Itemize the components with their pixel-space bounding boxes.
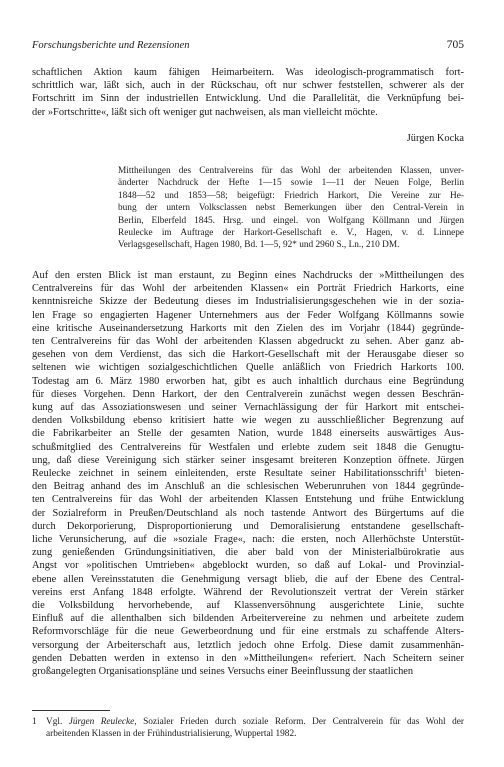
footnote-author: Jürgen Reulecke bbox=[68, 717, 135, 727]
intro-line: schrittlich war, läßt sich, auch in der Rückschau, oft nur schwer feststellen, schwerer als der bbox=[32, 80, 464, 92]
body-line: eine kritische Auseinandersetzung Harkorts mit den Zielen des im Vorjahr (1844) gegründe- bbox=[32, 322, 464, 334]
bibliography-line: 1848—52 und 1853—58; beigefügt: Friedrich Harkort, Die Vereine zur He- bbox=[118, 190, 464, 201]
page-number: 705 bbox=[446, 39, 464, 51]
bibliography-line: Berlin, Elberfeld 1845. Hrsg. und eingel. von Wolfgang Köllmann und Jürgen bbox=[118, 215, 464, 226]
body-line: len Frage so engagierten Hagener Unternehmers aus der Feder Wolfgang Köllmanns sowie bbox=[32, 309, 464, 321]
body-line: Centralvereins für das Wohl der arbeitenden Klassen« ein Porträt Friedrich Harkorts, eine bbox=[32, 283, 464, 295]
body-line: seltenen wie wichtigen sozialgeschichtlichen Quelle anläßlich von Friedrich Harkorts 100. bbox=[32, 362, 464, 374]
body-line: Angst vor »politischen Umtrieben« abgeblockt wurden, so daß auf Lokal- und Provinzial- bbox=[32, 560, 464, 572]
body-line: durch Dekorporierung, Disproportionierung und Demoralisierung entstandene gesellschaft- bbox=[32, 520, 464, 532]
bibliography-line: Verlagsgesellschaft, Hagen 1980, Bd. 1—5, 92* und 2960 S., Ln., 210 DM. bbox=[118, 240, 400, 251]
running-header bbox=[32, 40, 464, 56]
body-line: für dieses Vorgehen. Denn Harkort, der den Centralverein zunächst wegen dessen Beschrän- bbox=[32, 388, 464, 400]
body-line: die Fabrikarbeiter an Stelle der gesamten Nation, wurde 1848 einerseits auswärtiges Aus- bbox=[32, 428, 464, 440]
body-line: kenntnisreiche Skizze der Bedeutung dieses im Industrialisierungsgeschehen wie in der sozia- bbox=[32, 296, 464, 308]
intro-line: schaftlichen Aktion kaum fähigen Heimarbeitern. Was ideologisch-programmatisch fort- bbox=[32, 67, 464, 78]
bibliography-line: Reulecke im Auftrage der Harkort-Gesellschaft e. V., Hagen, v. d. Linnepe bbox=[118, 228, 464, 239]
review-body bbox=[32, 269, 464, 678]
footnote-text bbox=[46, 716, 464, 740]
body-line: ten Centralvereins für das Wohl der arbeitenden Klassen Entstehung und frühe Entwicklung bbox=[32, 494, 464, 506]
body-line: genden Debatten werden in extenso in den »Mittheilungen« referiert. Nach Scheitern seiner bbox=[32, 652, 464, 664]
review-signature: Jürgen Kocka bbox=[406, 133, 464, 144]
intro-paragraph bbox=[32, 66, 464, 119]
footnote-number: 1 bbox=[32, 717, 37, 727]
bibliographic-entry bbox=[118, 165, 464, 252]
body-line: denden Volksbildung ebenso kritisiert hatte wie wegen zu ausschließlicher Begrenzung auf bbox=[32, 415, 464, 427]
body-line: die Volksbildung hervorhebende, auf Klassenversöhnung ausgerichtete Linie, suchte bbox=[32, 600, 464, 612]
body-line: der Sozialreform in Preußen/Deutschland als noch tastende Antwort des Bürgertums auf die bbox=[32, 507, 464, 519]
body-line: gesehen von dem Verdienst, das sich die Harkort-Gesellschaft mit der Herausgabe dieser so bbox=[32, 349, 464, 361]
body-line: vereins erst Anfang 1848 erfolgte. Während der Revolutionszeit vertrat der Verein stärker bbox=[32, 586, 464, 598]
body-line: liche Verunsicherung, auf die »soziale Frage«, nach: die ersten, noch Allerhöchste Unterstüt- bbox=[32, 534, 464, 546]
body-line: Reformvorschläge für die neue Gewerbeordnung und für eine erstmals zu schaffende Alters- bbox=[32, 626, 464, 638]
bibliography-line: bung der untern Volksclassen nebst Bemerkungen über den Central-Verein in bbox=[118, 203, 464, 214]
body-line: großangelegten Organisationspläne und seines Versuchs einer Beeinflussung der staatlichen bbox=[32, 666, 414, 678]
footnote-rule bbox=[32, 710, 110, 711]
footnote-line: arbeitenden Klassen in der Frühindustrialisierung, Wuppertal 1982. bbox=[46, 729, 297, 739]
body-line: Todestag am 6. März 1980 erworben hat, gibt es auch inhaltlich durchaus eine Begründung bbox=[32, 375, 464, 387]
body-line: schußmitglied des Centralvereins für Westfalen und erlebte zudem seit 1848 die Genugtu- bbox=[32, 441, 464, 453]
bibliography-line: Mittheilungen des Centralvereins für das Wohl der arbeitenden Klassen, unver- bbox=[118, 166, 464, 176]
body-line: ten Centralvereins für das Wohl der arbeitenden Klassen abgedruckt zu sehen. Aber ganz ab- bbox=[32, 336, 464, 348]
intro-line: Fortschritt im Sinn der industriellen Entwicklung. Und die Parallelität, die Verknüpfung bei- bbox=[32, 93, 464, 105]
body-line: ung, daß diese Vereinigung sich stärker seiner insgesamt breiteren Konzeption öffnete. Jürgen bbox=[32, 454, 464, 466]
body-line: Reulecke zeichnet in seinem einleitenden, erste Resultate seiner Habilitationsschrift$^1$ bieten- bbox=[32, 466, 465, 480]
body-line: versorgung der Arbeiterschaft aus, letztlich jedoch ohne Erfolg. Diese damit zusammenhän- bbox=[32, 639, 464, 651]
body-line: Auf den ersten Blick ist man erstaunt, zu Beginn eines Nachdrucks der »Mittheilungen des bbox=[32, 270, 464, 281]
body-line: zung genießenden Gründungsinitiativen, die aber bald von der Ministerialbürokratie aus bbox=[32, 547, 464, 559]
intro-line: der »Fortschritte«, läßt sich oft weniger gut nachweisen, als man vielleicht möchte. bbox=[32, 106, 378, 118]
body-line: den Beitrag anhand des im Anschluß an die schlesischen Weberunruhen von 1844 gegründe- bbox=[32, 481, 464, 493]
bibliography-line: änderter Nachdruck der Hefte 1—15 sowie 1—11 der Neuen Folge, Berlin bbox=[118, 178, 464, 189]
body-line: kung auf das Assoziationswesen und seiner Vernachlässigung der für Harkort mit entschei- bbox=[32, 402, 464, 414]
footnote-line: Vgl. Jürgen Reulecke, Sozialer Frieden durch soziale Reform. Der Centralverein für das Wohl der bbox=[46, 717, 464, 727]
body-line: Einfluß auf die allenthalben sich bildenden Arbeitervereine zu nehmen und arbeitete zudem bbox=[32, 613, 464, 625]
footnote-marker: 1 bbox=[423, 466, 428, 474]
body-line: ebene allen Vereinsstatuten die Genehmigung versagt blieb, die auf der Ebene des Central- bbox=[32, 573, 464, 585]
running-title: Forschungsberichte und Rezensionen bbox=[32, 40, 190, 51]
